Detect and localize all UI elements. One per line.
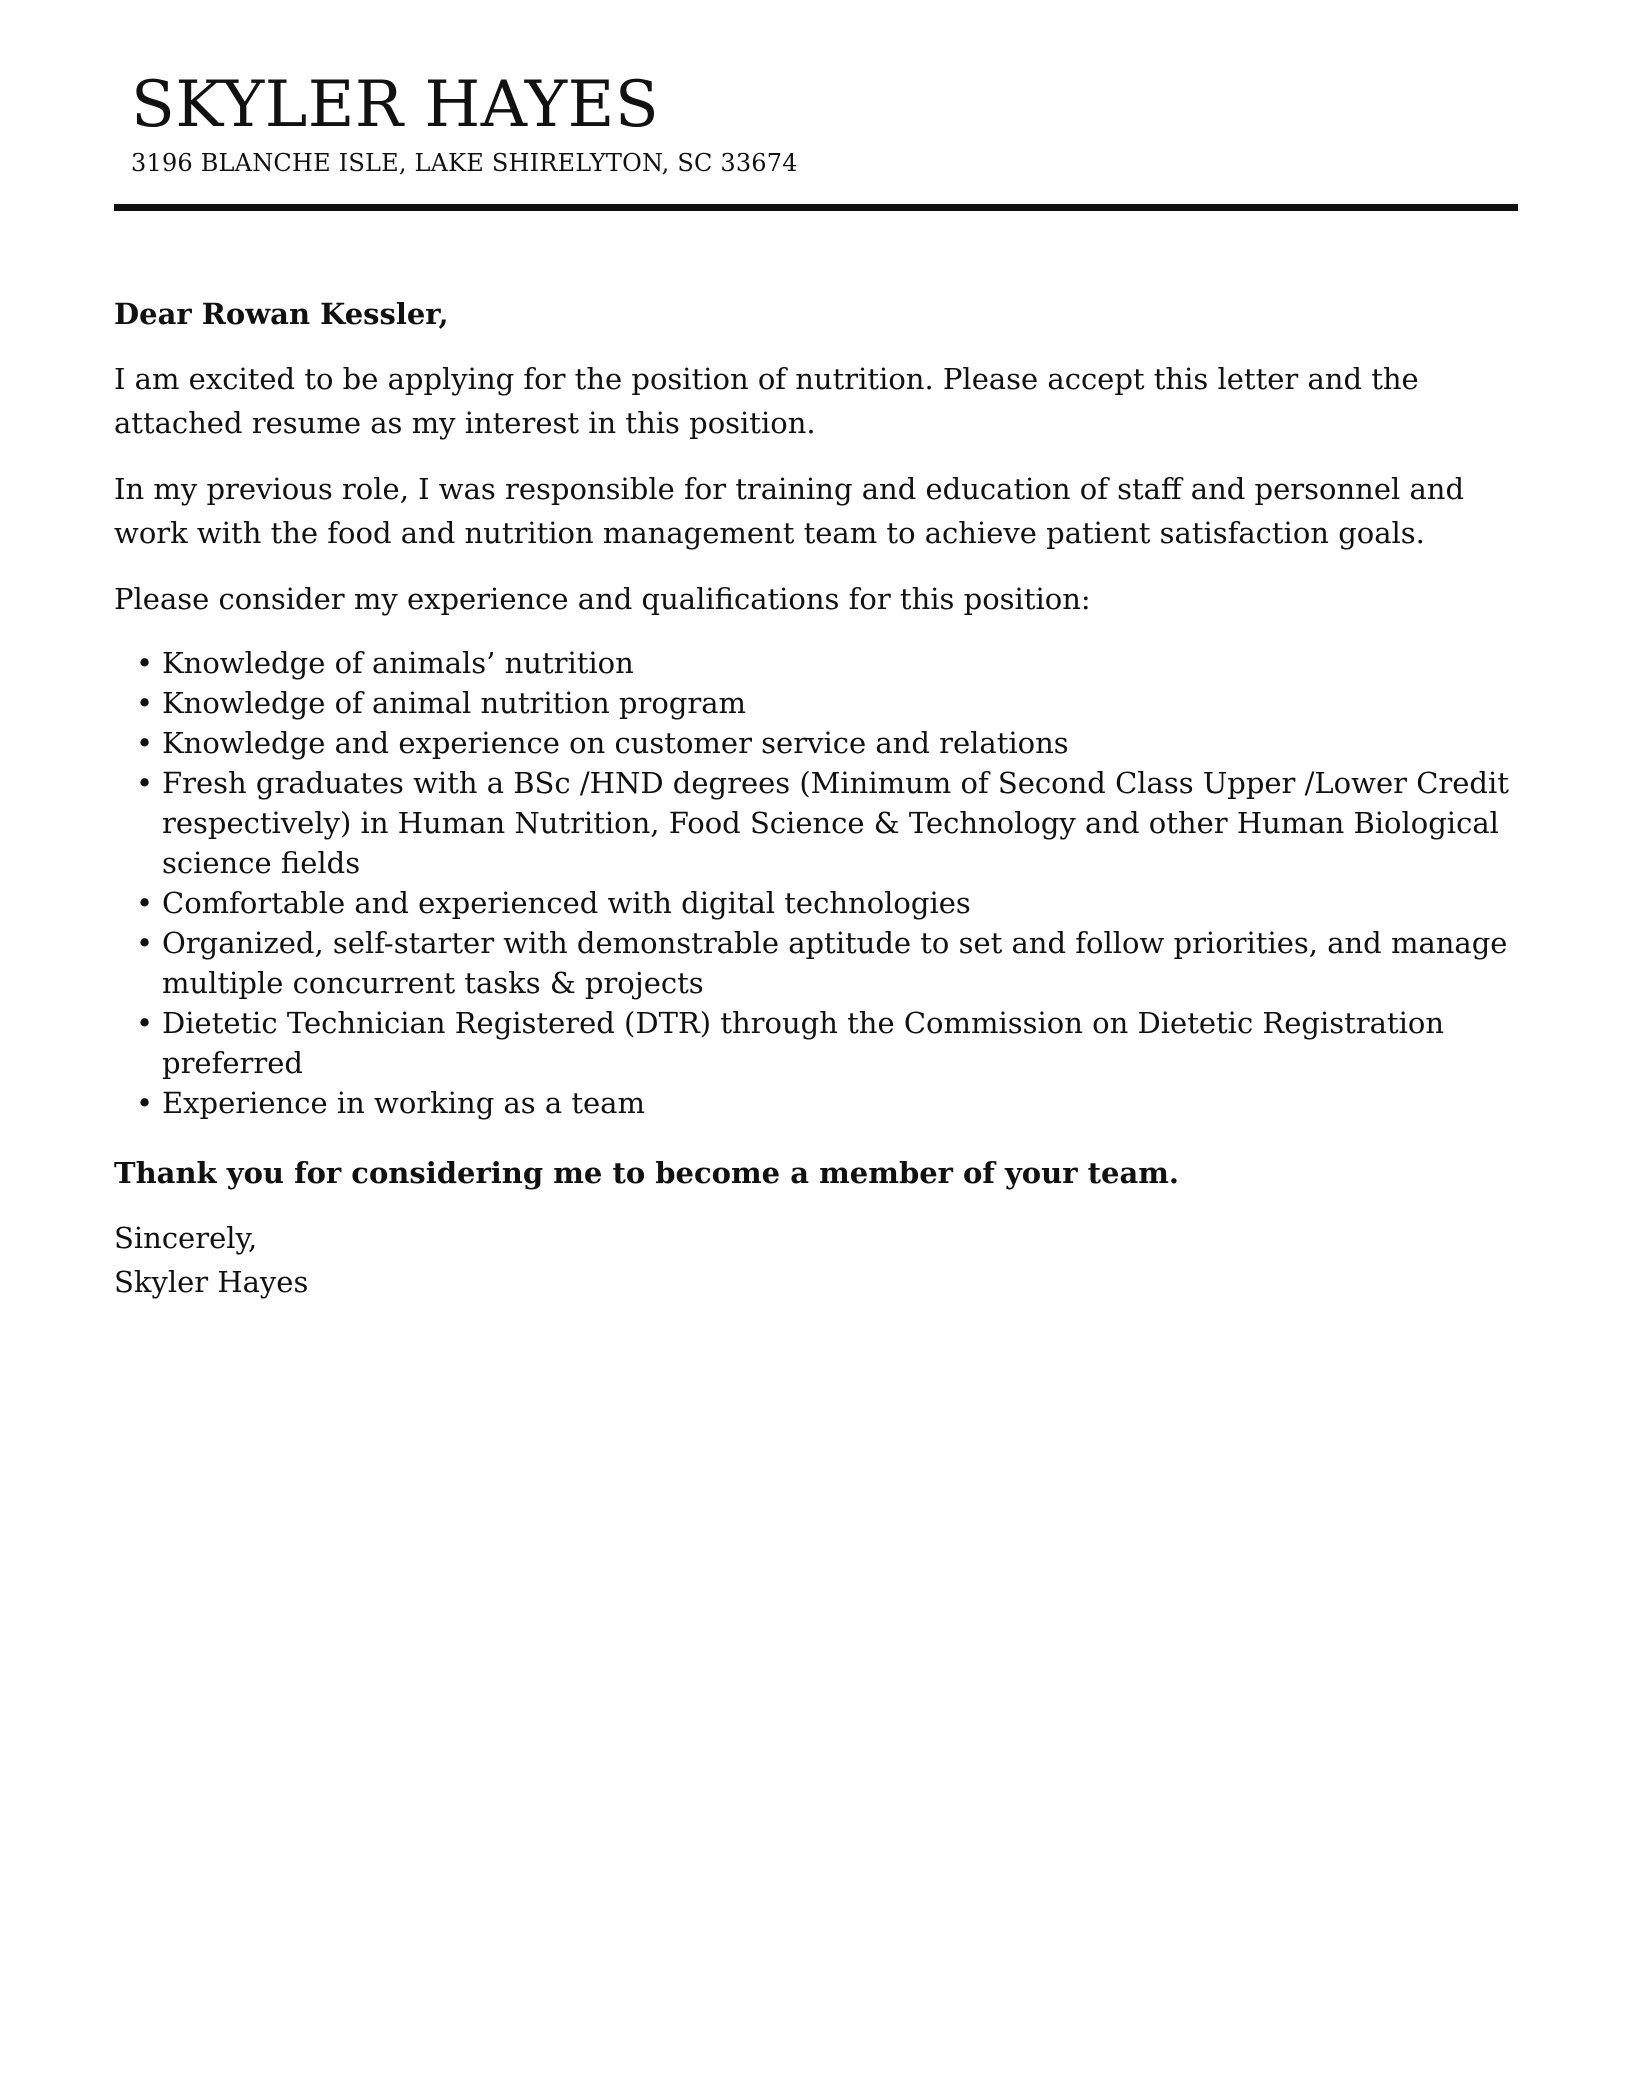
- list-item: [136, 923, 1518, 1003]
- bullet-icon: •: [136, 926, 154, 960]
- list-item-text: Organized, self-starter with demonstrable aptitude to set and follow priorities, and manage multiple concurrent tasks & projects: [162, 926, 1508, 1000]
- bullet-icon: •: [136, 686, 154, 720]
- list-item: [136, 1083, 1518, 1123]
- closing-line: Thank you for considering me to become a member of your team.: [114, 1156, 1180, 1190]
- signoff: [114, 1216, 1518, 1304]
- list-item: [136, 683, 1518, 723]
- bullet-icon: •: [136, 726, 154, 760]
- list-item-text: Comfortable and experienced with digital technologies: [162, 886, 971, 920]
- list-item: [136, 723, 1518, 763]
- letter-header: [131, 70, 1501, 178]
- bullet-icon: •: [136, 1006, 154, 1040]
- list-item-text: Experience in working as a team: [162, 1086, 645, 1120]
- applicant-address: 3196 BLANCHE ISLE, LAKE SHIRELYTON, SC 33674: [131, 149, 798, 177]
- signoff-word: Sincerely,: [114, 1221, 258, 1255]
- bullet-icon: •: [136, 646, 154, 680]
- list-item-text: Fresh graduates with a BSc /HND degrees (Minimum of Second Class Upper /Lower Credit respectively) in Human Nutrition, Food Science & Technology and other Human Biological science fields: [162, 766, 1509, 880]
- intro-paragraph: I am excited to be applying for the position of nutrition. Please accept this letter and the attached resume as my interest in this position.: [114, 362, 1419, 440]
- list-item: [136, 643, 1518, 683]
- list-item: [136, 1003, 1518, 1083]
- list-item-text: Knowledge of animal nutrition program: [162, 686, 747, 720]
- qualifications-intro: Please consider my experience and qualifications for this position:: [114, 582, 1091, 616]
- list-item-text: Knowledge of animals’ nutrition: [162, 646, 634, 680]
- list-item-text: Dietetic Technician Registered (DTR) through the Commission on Dietetic Registration preferred: [162, 1006, 1444, 1080]
- letter-body: [114, 292, 1518, 1304]
- qualifications-list: [114, 643, 1518, 1123]
- bullet-icon: •: [136, 766, 154, 800]
- header-divider: [114, 204, 1518, 211]
- list-item-text: Knowledge and experience on customer service and relations: [162, 726, 1069, 760]
- list-item: [136, 763, 1518, 883]
- applicant-name: SKYLER HAYES: [131, 68, 660, 142]
- signature-name: Skyler Hayes: [114, 1265, 309, 1299]
- experience-paragraph: In my previous role, I was responsible for training and education of staff and personnel and work with the food and nutrition management team to achieve patient satisfaction goals.: [114, 472, 1465, 550]
- salutation: Dear Rowan Kessler,: [114, 297, 449, 331]
- list-item: [136, 883, 1518, 923]
- bullet-icon: •: [136, 886, 154, 920]
- bullet-icon: •: [136, 1086, 154, 1120]
